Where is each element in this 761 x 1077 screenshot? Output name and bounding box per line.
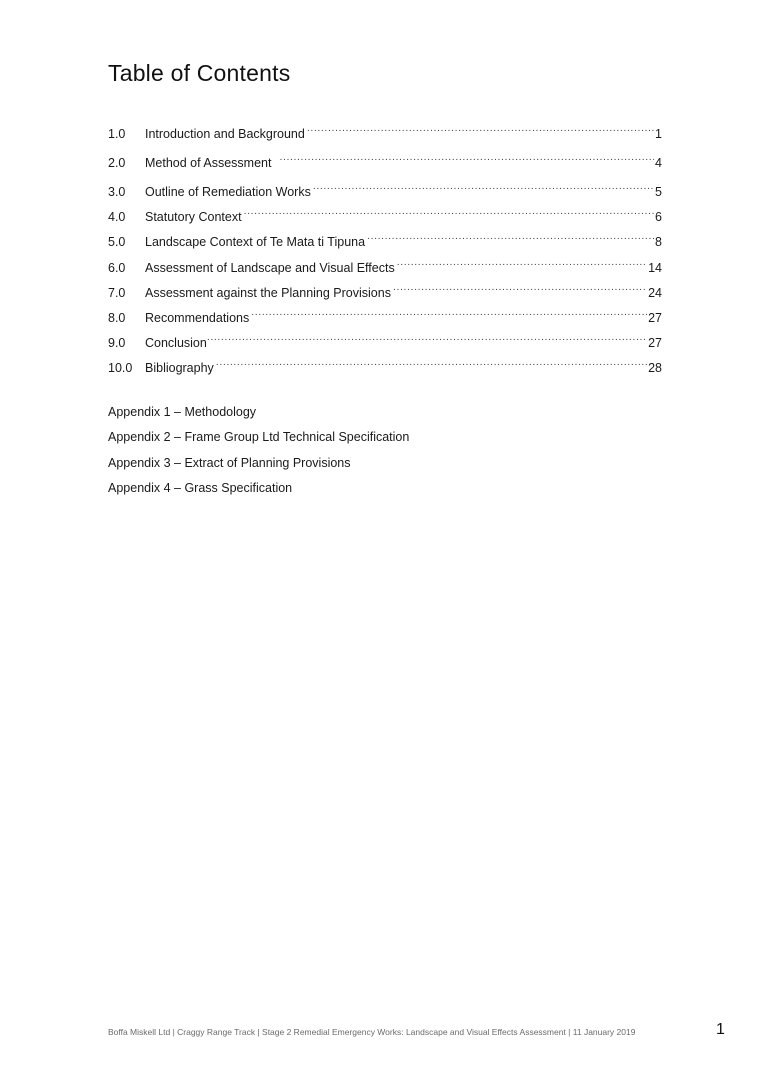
toc-entry-page: 5 — [655, 185, 662, 199]
toc-dot-leader — [251, 302, 647, 322]
toc-entry-label: Assessment of Landscape and Visual Effects — [145, 261, 395, 275]
toc-entry-number: 2.0 — [108, 156, 126, 170]
toc-entry[interactable] — [108, 118, 662, 141]
toc-dot-leader — [307, 118, 654, 138]
toc-entry-label: Recommendations — [145, 311, 250, 325]
page-number: 1 — [716, 1021, 725, 1038]
toc-entry-page: 14 — [648, 261, 662, 275]
toc-entry-page: 27 — [648, 311, 662, 325]
toc-dot-leader — [279, 147, 654, 167]
toc-entry[interactable] — [108, 352, 662, 375]
toc-entry-number: 5.0 — [108, 235, 126, 249]
toc-dot-leader — [207, 327, 647, 347]
appendix-item[interactable]: Appendix 3 – Extract of Planning Provisions — [108, 456, 351, 470]
appendix-item[interactable]: Appendix 1 – Methodology — [108, 405, 257, 419]
toc-entry-label: Assessment against the Planning Provisions — [145, 286, 391, 300]
toc-entry-page: 24 — [648, 286, 662, 300]
toc-dot-leader — [216, 352, 647, 372]
toc-entry-number: 3.0 — [108, 185, 126, 199]
toc-entry-number: 9.0 — [108, 336, 126, 350]
toc-entry-number: 8.0 — [108, 311, 126, 325]
appendix-item[interactable]: Appendix 2 – Frame Group Ltd Technical Specification — [108, 430, 410, 444]
toc-entry[interactable] — [108, 302, 662, 325]
toc-entry-number: 4.0 — [108, 210, 126, 224]
page-title: Table of Contents — [108, 60, 291, 86]
toc-entry-page: 28 — [648, 361, 662, 375]
toc-entry[interactable] — [108, 226, 662, 249]
toc-entry-label: Landscape Context of Te Mata ti Tipuna — [145, 235, 366, 249]
toc-entry[interactable] — [108, 201, 662, 224]
toc-dot-leader — [393, 277, 647, 297]
toc-entry-label: Bibliography — [145, 361, 214, 375]
toc-entry[interactable] — [108, 277, 662, 300]
toc-dot-leader — [397, 252, 647, 272]
toc-entry-label: Method of Assessment — [145, 156, 272, 170]
toc-dot-leader — [244, 201, 654, 221]
toc-entry-page: 27 — [648, 336, 662, 350]
toc-entry-number: 7.0 — [108, 286, 126, 300]
toc-dot-leader — [313, 176, 654, 196]
toc-entry-label: Conclusion — [145, 336, 207, 350]
toc-entry-page: 1 — [655, 127, 662, 141]
toc-entry-page: 6 — [655, 210, 662, 224]
toc-entry[interactable] — [108, 176, 662, 199]
toc-entry-label: Statutory Context — [145, 210, 242, 224]
appendix-item[interactable]: Appendix 4 – Grass Specification — [108, 481, 293, 495]
toc-entry-page: 8 — [655, 235, 662, 249]
page-footer: Boffa Miskell Ltd | Craggy Range Track | Stage 2 Remedial Emergency Works: Landscape and Visual Effects Assessment | 11 January 2019 — [108, 1027, 636, 1037]
toc-entry-page: 4 — [655, 156, 662, 170]
toc-entry-label: Outline of Remediation Works — [145, 185, 311, 199]
toc-dot-leader — [367, 226, 654, 246]
toc-entry-number: 1.0 — [108, 127, 126, 141]
toc-entry[interactable] — [108, 252, 662, 275]
toc-entry-label: Introduction and Background — [145, 127, 305, 141]
toc-entry[interactable] — [108, 327, 662, 350]
toc-entry[interactable] — [108, 147, 662, 170]
toc-entry-number: 6.0 — [108, 261, 126, 275]
toc-entry-number: 10.0 — [108, 361, 133, 375]
